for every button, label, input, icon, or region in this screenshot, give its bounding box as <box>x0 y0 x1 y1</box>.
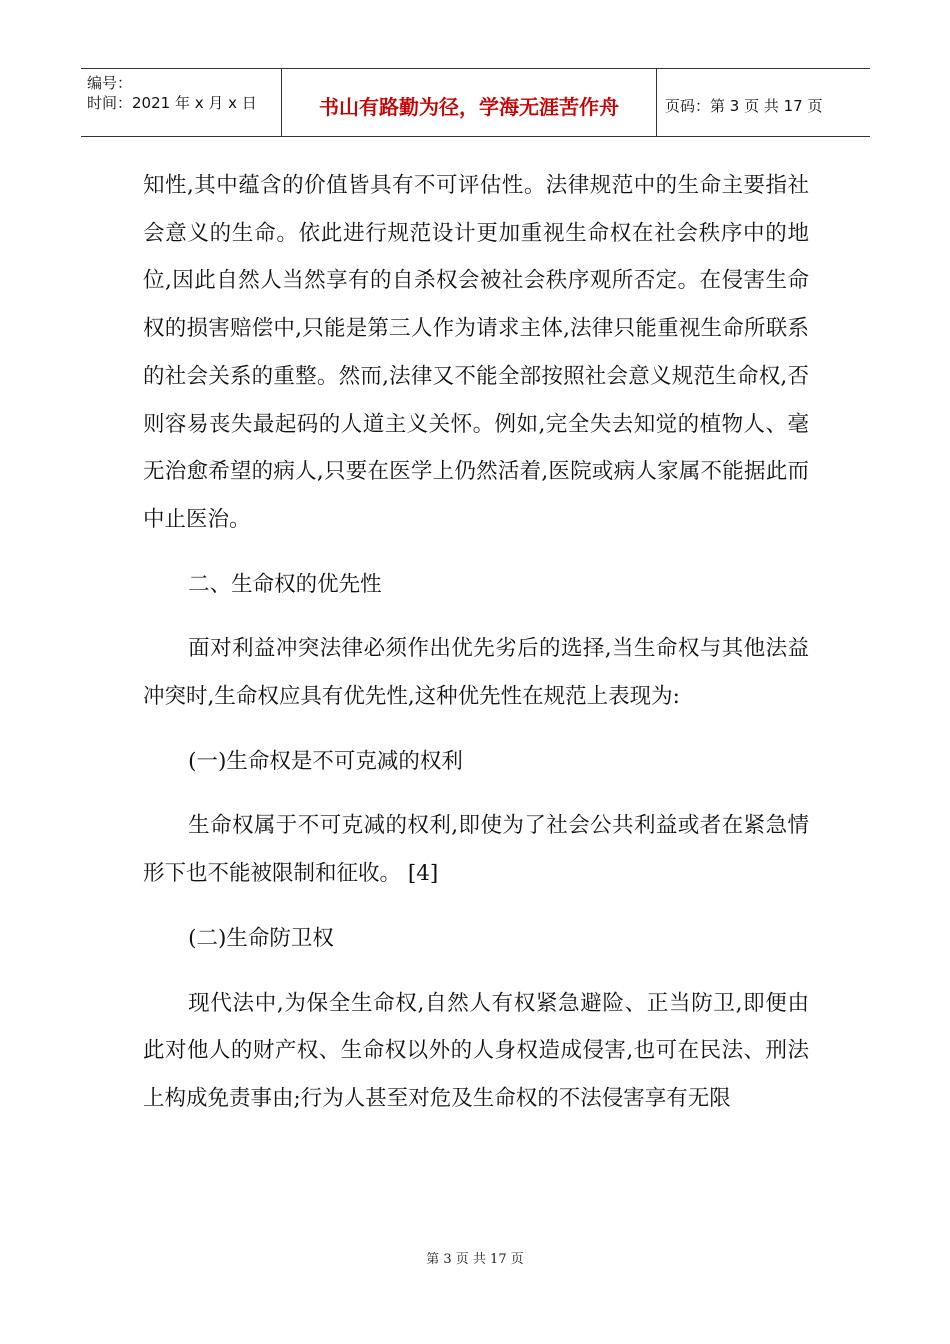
header-meta <box>81 69 282 136</box>
body-paragraph: 现代法中,为保全生命权,自然人有权紧急避险、正当防卫,即便由此对他人的财产权、生命权以外的人身权造成侵害,也可在民法、刑法上构成免责事由;行为人甚至对危及生命权的不法侵害享有无限 <box>143 990 809 1111</box>
header-page-info: 页码：第 3 页 共 17 页 <box>665 97 823 115</box>
subsection-heading: (一)生命权是不可克减的权利 <box>188 748 463 774</box>
body-paragraph: 面对利益冲突法律必须作出优先劣后的选择,当生命权与其他法益冲突时,生命权应具有优先性,这种优先性在规范上表现为: <box>143 636 809 710</box>
document-date-label: 时间：2021 年 x 月 x 日 <box>87 94 257 112</box>
page-header <box>81 68 870 137</box>
body-paragraph: 知性,其中蕴含的价值皆具有不可评估性。法律规范中的生命主要指社会意义的生命。依此进行规范设计更加重视生命权在社会秩序中的地位,因此自然人当然享有的自杀权会被社会秩序观所否定。在侵害生命权的损害赔偿中,只能是第三人作为请求主体,法律只能重视生命所联系的社会关系的重整。然而,法律又不能全部按照社会意义规范生命权,否则容易丧失最起码的人道主义关怀。例如,完全失去知觉的植物人、毫无治愈希望的病人,只要在医学上仍然活着,医院或病人家属不能据此而中止医治。 <box>143 173 809 532</box>
body-paragraph: 生命权属于不可克减的权利,即使为了社会公共利益或者在紧急情形下也不能被限制和征收。 [4] <box>143 813 809 887</box>
page-footer: 第 3 页 共 17 页 <box>426 1252 524 1267</box>
subsection-heading: (二)生命防卫权 <box>188 925 334 951</box>
section-heading: 二、生命权的优先性 <box>188 571 382 597</box>
header-motto: 书山有路勤为径，学海无涯苦作舟 <box>282 69 657 136</box>
document-number-label: 编号： <box>87 74 133 92</box>
document-body <box>143 162 809 1123</box>
